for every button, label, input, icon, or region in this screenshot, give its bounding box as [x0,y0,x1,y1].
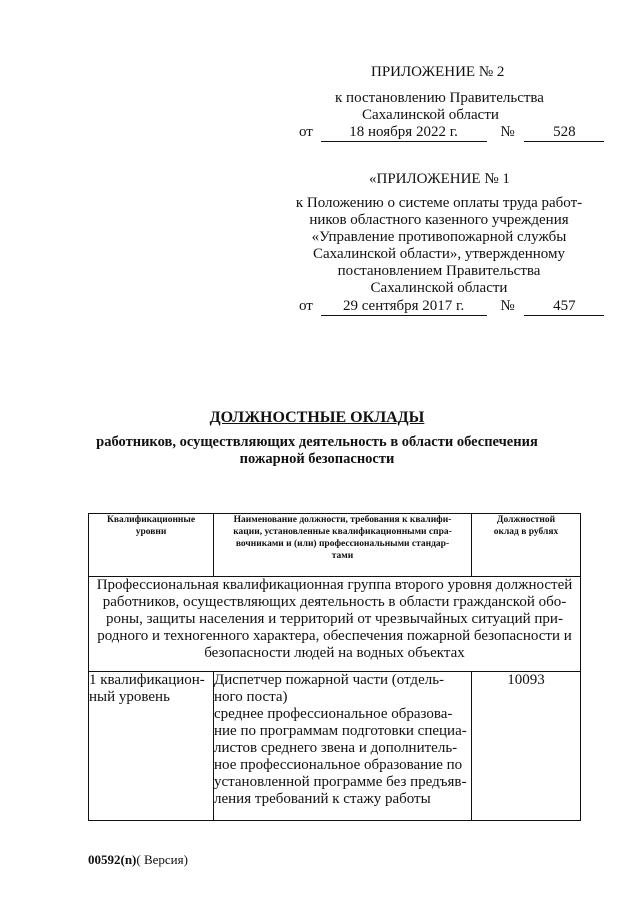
quoted-appendix-line: «Управление противопожарной службы [311,229,567,245]
quoted-appendix-date: 29 сентября 2017 г. [321,298,487,316]
position-description: Диспетчер пожарной части (отдель- ного поста) среднее профессиональное образова- ние по программам подготовки специа- листов среднего звена и дополнитель- ное профессиональное образование по установленной программе без предъяв- ления требований к стажу работы [214,672,472,821]
appendix-line-1: к постановлению Правительства [335,90,544,106]
qualification-level: 1 квалификацион- ный уровень [89,672,214,821]
quoted-appendix-number-label: № [500,298,515,314]
salary-table [88,513,581,821]
quoted-appendix-number: 457 [524,298,604,316]
quoted-appendix-title: «ПРИЛОЖЕНИЕ № 1 [369,171,510,187]
quoted-appendix-date-row [299,298,604,316]
footer [88,852,188,868]
table-group-row [89,577,581,672]
document-code: 00592(n) [88,852,137,867]
appendix-number-label: № [500,124,515,140]
header-salary: Должностной оклад в рублях [472,514,581,577]
qualification-group-name: Профессиональная квалификационная группа второго уровня должностей работников, осуществляющих деятельность в области гражданской обо- роны, защиты населения и территорий от чрезвычайных ситуаций при- родного и техногенного характера, обеспечения пожарной безопасности и безопасности людей на водных объектах [89,577,581,672]
quoted-appendix-line: постановлением Правительства [337,263,541,279]
subtitle-line: пожарной безопасности [239,451,395,467]
appendix-from-label: от [299,124,313,140]
table-header-row [89,514,581,577]
subtitle-line: работников, осуществляющих деятельность в области обеспечения [96,434,538,450]
appendix-date-row [299,124,604,142]
appendix-number: 528 [524,124,604,142]
quoted-appendix-text [285,195,593,297]
quoted-appendix-line: ников областного казенного учреждения [309,212,569,228]
table-row [89,672,581,821]
quoted-appendix-line: к Положению о системе оплаты труда работ- [295,195,583,211]
quoted-appendix-line: Сахалинской области [370,280,508,296]
document-subtitle [0,434,634,468]
appendix-title: ПРИЛОЖЕНИЕ № 2 [371,64,505,80]
document-version: ( Версия) [136,852,188,867]
document-title: ДОЛЖНОСТНЫЕ ОКЛАДЫ [209,409,425,426]
appendix-date: 18 ноября 2022 г. [321,124,487,142]
header-position-requirements: Наименование должности, требования к квалифи- кации, установленные квалификационными спра- вочниками и (или) профессиональными стандар- тами [214,514,472,577]
appendix-line-2: Сахалинской области [362,107,499,123]
quoted-appendix-from-label: от [299,298,313,314]
header-qualification-levels: Квалификационные уровни [89,514,214,577]
salary-value: 10093 [472,672,581,821]
quoted-appendix-line: Сахалинской области», утвержденному [312,246,566,262]
